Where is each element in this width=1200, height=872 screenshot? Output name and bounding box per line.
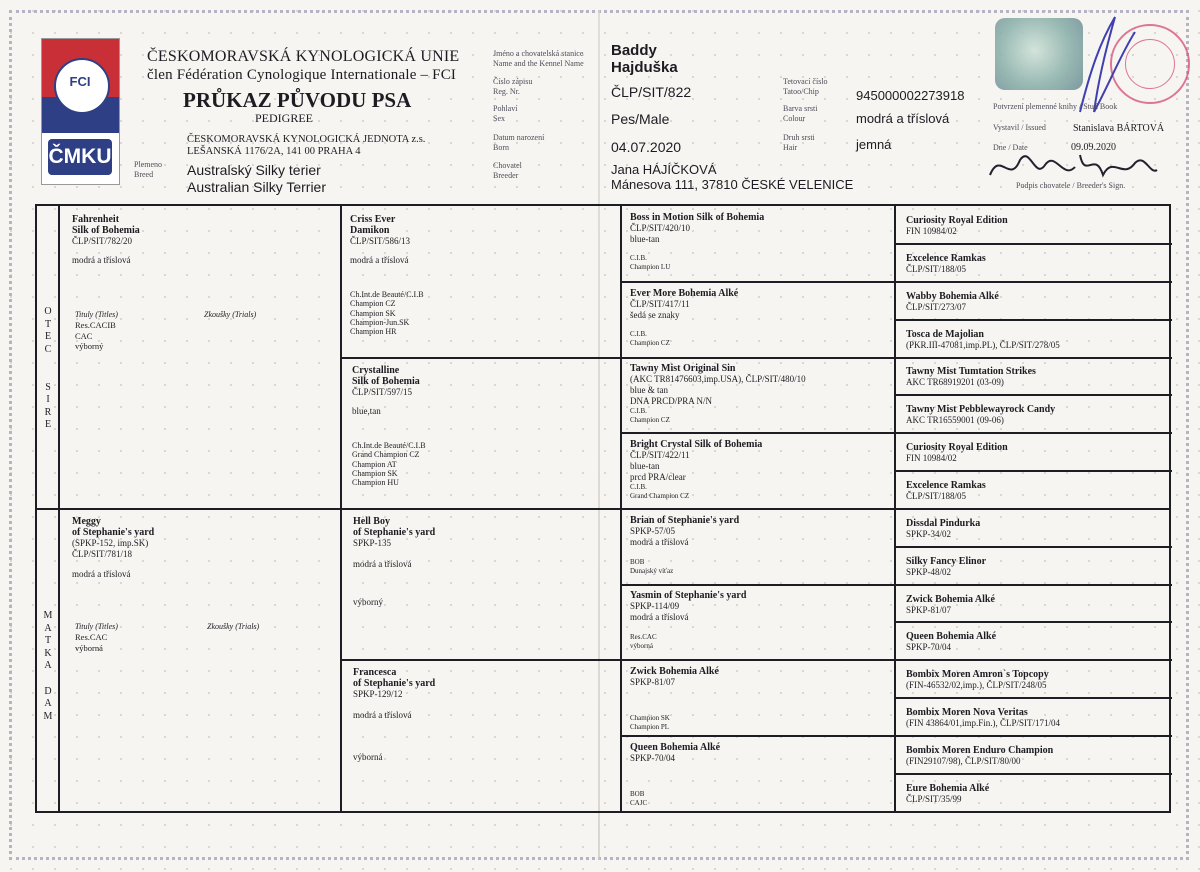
born-label: Datum narození Born	[493, 133, 545, 152]
dog-sex: Pes/Male	[611, 111, 670, 127]
ggg-parent-cell: Tawny Mist Tumtation Strikes AKC TR68919201 (03-09)	[906, 366, 1036, 387]
breed-label: Plemeno Breed	[134, 160, 162, 179]
dog-born: 04.07.2020	[611, 139, 682, 155]
great-grandparent-cell: Ever More Bohemia Alké ČLP/SIT/417/11 šedá se znaky C.I.B. Champion CZ	[630, 288, 739, 347]
club-name: ČESKOMORAVSKÁ KYNOLOGICKÁ JEDNOTA z.s.	[187, 134, 426, 145]
ggg-parent-cell: Excelence Ramkas ČLP/SIT/188/05	[906, 253, 986, 274]
ggg-parent-cell: Curiosity Royal Edition FIN 10984/02	[906, 215, 1008, 236]
breed-en: Australian Silky Terrier	[187, 179, 327, 195]
breeder-label: Chovatel Breeder	[493, 161, 522, 180]
document-title: PRŮKAZ PŮVODU PSA	[183, 88, 412, 112]
sire-titles-label: Tituly (Titles)	[75, 310, 118, 319]
ggg-parent-cell: Wabby Bohemia Alké ČLP/SIT/273/07	[906, 291, 999, 312]
document-subtitle: PEDIGREE	[255, 111, 313, 125]
breeder-address: Mánesova 111, 37810 ČESKÉ VELENICE	[611, 177, 854, 192]
sex-label: Pohlaví Sex	[493, 104, 518, 123]
dog-colour: modrá a tříslová	[856, 111, 950, 126]
grandparent-cell: Crystalline Silk of Bohemia ČLP/SIT/597/15 blue,tan Ch.Int.de Beauté/C.I.B Grand Champion CZ Champion AT Champion SK Champion HU	[352, 365, 426, 488]
breeder-name: Jana HÁJÍČKOVÁ	[611, 162, 717, 177]
fci-logo-text: FCI	[69, 74, 91, 89]
ggg-parent-cell: Dissdal Pindurka SPKP-34/02	[906, 518, 981, 539]
ggg-parent-cell: Bombix Moren Amron`s Topcopy (FIN-46532/02,imp.), ČLP/SIT/248/05	[906, 669, 1049, 690]
sire-cell: Fahrenheit Silk of Bohemia ČLP/SIT/782/20 modrá a tříslová	[72, 214, 140, 265]
dam-titles-label: Tituly (Titles)	[75, 622, 118, 631]
great-grandparent-cell: Bright Crystal Silk of Bohemia ČLP/SIT/422/11 blue-tan prcd PRA/clear C.I.B. Grand Champion CZ	[630, 439, 763, 500]
sire-titles: Res.CACIB CAC výborný	[75, 320, 116, 351]
pedigree-table	[35, 204, 1171, 813]
org-name: ČESKOMORAVSKÁ KYNOLOGICKÁ UNIE	[147, 48, 460, 65]
great-grandparent-cell: Yasmin of Stephanie's yard SPKP-114/09 modrá a tříslová Res.CAC výborná	[630, 590, 747, 650]
dam-side-label: M A T K A D A M	[43, 610, 53, 722]
ggg-parent-cell: Tawny Mist Pebblewayrock Candy AKC TR16559001 (09-06)	[906, 404, 1056, 425]
grandparent-cell: Criss Ever Damikon ČLP/SIT/586/13 modrá a tříslová Ch.Int.de Beauté/C.I.B Champion CZ Champion SK Champion-Jun.SK Champion HR	[350, 214, 424, 337]
dam-trials-label: Zkoušky (Trials)	[207, 622, 260, 631]
dog-kennel: Hajduška	[611, 59, 678, 76]
ggg-parent-cell: Bombix Moren Enduro Champion (FIN29107/98), ČLP/SIT/80/00	[906, 745, 1054, 766]
org-fci-membership: člen Fédération Cynologique Internationale – FCI	[147, 67, 457, 83]
dam-titles: Res.CAC výborná	[75, 632, 108, 653]
studbook-label: Potvrzení plemenné knihy / Stud Book	[993, 102, 1118, 111]
great-grandparent-cell: Brian of Stephanie's yard SPKP-57/05 modrá a tříslová BOB Dunajský víťaz	[630, 515, 740, 575]
colour-label: Barva srsti Colour	[783, 104, 818, 123]
fci-cmku-logo	[41, 38, 120, 185]
grandparent-cell: Hell Boy of Stephanie's yard SPKP-135 modrá a tříslová výborný	[353, 516, 436, 607]
ggg-parent-cell: Tosca de Majolian (PKR.III-47081,imp.PL), ČLP/SIT/278/05	[906, 329, 1060, 350]
great-grandparent-cell: Queen Bohemia Alké SPKP-70/04 BOB CAJC	[630, 742, 721, 807]
ggg-parent-cell: Queen Bohemia Alké SPKP-70/04	[906, 631, 997, 652]
great-grandparent-cell: Zwick Bohemia Alké SPKP-81/07 Champion SK Champion PL	[630, 666, 719, 731]
reg-label: Číslo zápisu Reg. Nr.	[493, 77, 533, 96]
dog-chip: 945000002273918	[856, 88, 965, 103]
dam-cell: Meggy of Stephanie's yard (SPKP-152, imp.SK) ČLP/SIT/781/18 modrá a tříslová	[72, 516, 155, 579]
issue-date: 09.09.2020	[1071, 142, 1116, 153]
cmku-logo-text: ČMKU	[48, 139, 112, 175]
date-label: Dne / Date	[993, 143, 1028, 152]
ggg-parent-cell: Excelence Ramkas ČLP/SIT/188/05	[906, 480, 986, 501]
hair-label: Druh srsti Hair	[783, 133, 815, 152]
sire-trials-label: Zkoušky (Trials)	[204, 310, 257, 319]
chip-label: Tetovací číslo Tatoo/Chip	[783, 77, 828, 96]
great-grandparent-cell: Tawny Mist Original Sin (AKC TR81476603,imp.USA), ČLP/SIT/480/10 blue & tan DNA PRCD/PRA N/N C.I.B. Champion CZ	[630, 363, 806, 424]
ggg-parent-cell: Eure Bohemia Alké ČLP/SIT/35/99	[906, 783, 990, 804]
club-address: LEŠANSKÁ 1176/2A, 141 00 PRAHA 4	[187, 146, 361, 157]
ggg-parent-cell: Bombix Moren Nova Veritas (FIN 43864/01,imp.Fin.), ČLP/SIT/171/04	[906, 707, 1061, 728]
issued-label: Vystavil / Issued	[993, 123, 1046, 132]
ggg-parent-cell: Zwick Bohemia Alké SPKP-81/07	[906, 594, 995, 615]
name-label: Jméno a chovatelská stanice Name and the Kennel Name	[493, 49, 584, 68]
issued-by: Stanislava BÁRTOVÁ	[1073, 123, 1165, 134]
ggg-parent-cell: Silky Fancy Elinor SPKP-48/02	[906, 556, 987, 577]
dog-name: Baddy	[611, 42, 657, 59]
dog-hair: jemná	[856, 137, 892, 152]
signature-label: Podpis chovatele / Breeder's Sign.	[1016, 181, 1126, 190]
breed-cz: Australský Silky terier	[187, 162, 321, 178]
sire-side-label: O T E C S I R E	[44, 306, 52, 431]
grandparent-cell: Francesca of Stephanie's yard SPKP-129/12 modrá a tříslová výborná	[353, 667, 436, 762]
ggg-parent-cell: Curiosity Royal Edition FIN 10984/02	[906, 442, 1008, 463]
dog-reg: ČLP/SIT/822	[611, 84, 692, 100]
great-grandparent-cell: Boss in Motion Silk of Bohemia ČLP/SIT/420/10 blue-tan C.I.B. Champion LU	[630, 212, 765, 271]
